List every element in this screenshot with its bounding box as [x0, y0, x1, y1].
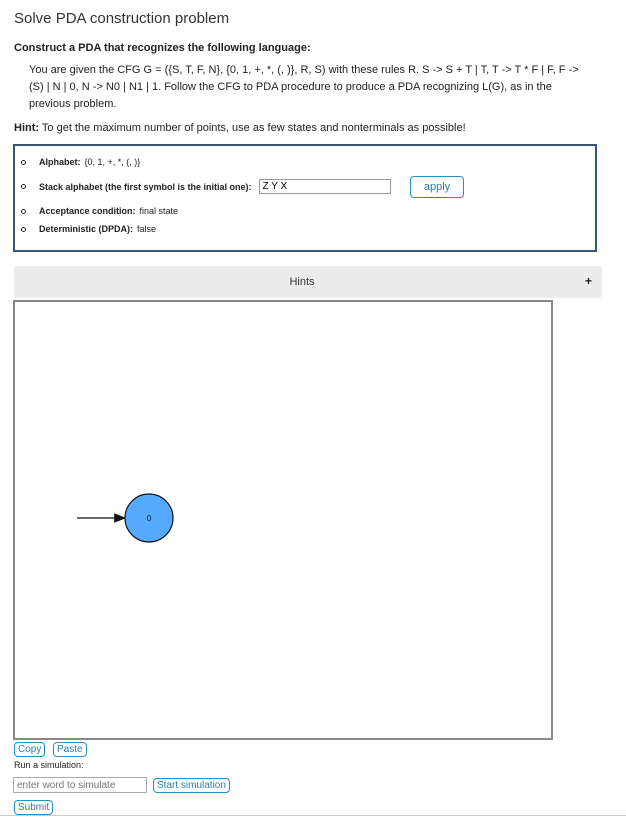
bullet-icon — [21, 184, 26, 189]
alphabet-label: Alphabet: — [39, 157, 81, 167]
pda-properties-panel — [13, 144, 597, 252]
acceptance-value: final state — [139, 206, 179, 216]
run-simulation-label: Run a simulation: — [14, 760, 84, 770]
problem-description: You are given the CFG G = ({S, T, F, N}, {0, 1, +, *, (, )}, R, S) with these rules R. S -> S + T | T, T -> T * F | F, F -> (S) | N | 0, N -> N0 | N1 | 1. Follow the CFG to PDA procedure to produce a PDA recognizing L(G), as in the previous problem. — [29, 64, 579, 110]
simulation-word-input[interactable] — [13, 777, 147, 793]
deterministic-label: Deterministic (DPDA): — [39, 224, 134, 234]
expand-plus-icon[interactable]: + — [584, 274, 592, 288]
apply-button[interactable]: apply — [410, 176, 464, 198]
alphabet-value: {0, 1, +, *, (, )} — [84, 157, 141, 167]
alphabet-row — [21, 157, 140, 167]
bullet-icon — [21, 227, 26, 232]
pda-diagram-canvas[interactable] — [13, 300, 553, 740]
hint-label: Hint: — [14, 122, 40, 134]
stack-alphabet-input[interactable] — [259, 179, 391, 194]
deterministic-row — [21, 224, 156, 234]
pda-diagram-svg[interactable] — [15, 302, 551, 738]
hint-text — [14, 122, 466, 134]
acceptance-label: Acceptance condition: — [39, 206, 136, 216]
state-0-label: 0 — [146, 514, 152, 523]
start-simulation-button[interactable]: Start simulation — [153, 778, 230, 793]
bullet-icon — [21, 209, 26, 214]
copy-button[interactable]: Copy — [14, 742, 45, 757]
acceptance-row — [21, 206, 178, 216]
bullet-icon — [21, 160, 26, 165]
deterministic-value: false — [137, 224, 157, 234]
page-title: Solve PDA construction problem — [14, 10, 230, 27]
paste-button[interactable]: Paste — [53, 742, 87, 757]
problem-subheading: Construct a PDA that recognizes the following language: — [14, 42, 311, 54]
page-bottom-divider — [0, 815, 626, 816]
hints-label: Hints — [289, 276, 315, 288]
stack-alphabet-label: Stack alphabet (the first symbol is the initial one): — [39, 181, 252, 192]
hints-accordion[interactable] — [14, 266, 602, 298]
submit-button[interactable]: Submit — [14, 800, 53, 815]
hint-body: To get the maximum number of points, use as few states and nonterminals as possible! — [41, 122, 466, 134]
stack-alphabet-row — [21, 179, 391, 194]
